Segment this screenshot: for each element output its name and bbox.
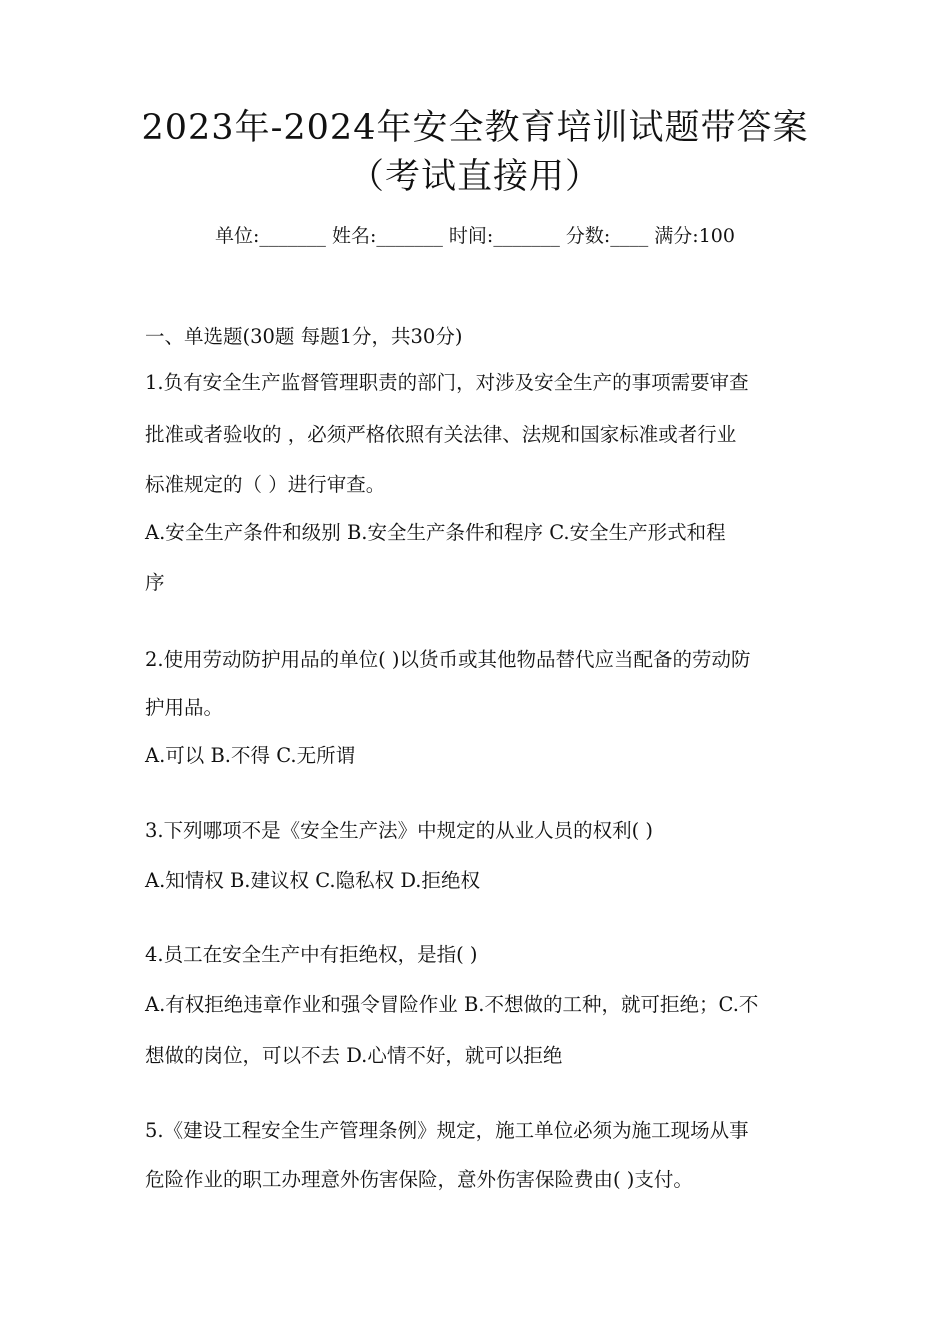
question-3-stem-line-1: 3.下列哪项不是《安全生产法》中规定的从业人员的权利( ) bbox=[145, 819, 654, 842]
question-4-stem-line-1: 4.员工在安全生产中有拒绝权，是指( ) bbox=[145, 943, 478, 966]
question-4-options-line-1: A.有权拒绝违章作业和强令冒险作业 B.不想做的工种，就可拒绝；C.不 bbox=[145, 993, 759, 1016]
question-3-options-line-1: A.知情权 B.建议权 C.隐私权 D.拒绝权 bbox=[145, 869, 480, 892]
question-2-stem-line-2: 护用品。 bbox=[145, 696, 224, 719]
document-title-line-2: （考试直接用） bbox=[348, 157, 601, 197]
question-1-options-line-2: 序 bbox=[145, 571, 165, 594]
question-2-options-line-1: A.可以 B.不得 C.无所谓 bbox=[145, 744, 356, 767]
question-2-stem-line-1: 2.使用劳动防护用品的单位( )以货币或其他物品替代应当配备的劳动防 bbox=[145, 648, 751, 671]
question-4-options-line-2: 想做的岗位，可以不去 D.心情不好，就可以拒绝 bbox=[145, 1044, 563, 1067]
exam-info-line: 单位:_______ 姓名:_______ 时间:_______ 分数:____ 满分:100 bbox=[215, 225, 735, 247]
section-heading: 一、单选题(30题 每题1分，共30分) bbox=[145, 325, 463, 348]
question-5-stem-line-2: 危险作业的职工办理意外伤害保险，意外伤害保险费由( )支付。 bbox=[145, 1168, 693, 1191]
question-1-stem-line-3: 标准规定的（ ）进行审查。 bbox=[145, 473, 386, 496]
document-title-line-1: 2023年-2024年安全教育培训试题带答案 bbox=[141, 108, 809, 148]
question-1-stem-line-1: 1.负有安全生产监督管理职责的部门，对涉及安全生产的事项需要审查 bbox=[145, 371, 749, 394]
question-5-stem-line-1: 5.《建设工程安全生产管理条例》规定，施工单位必须为施工现场从事 bbox=[145, 1119, 749, 1142]
question-1-options-line-1: A.安全生产条件和级别 B.安全生产条件和程序 C.安全生产形式和程 bbox=[145, 521, 726, 544]
question-1-stem-line-2: 批准或者验收的 ，必须严格依照有关法律、法规和国家标准或者行业 bbox=[145, 423, 737, 446]
